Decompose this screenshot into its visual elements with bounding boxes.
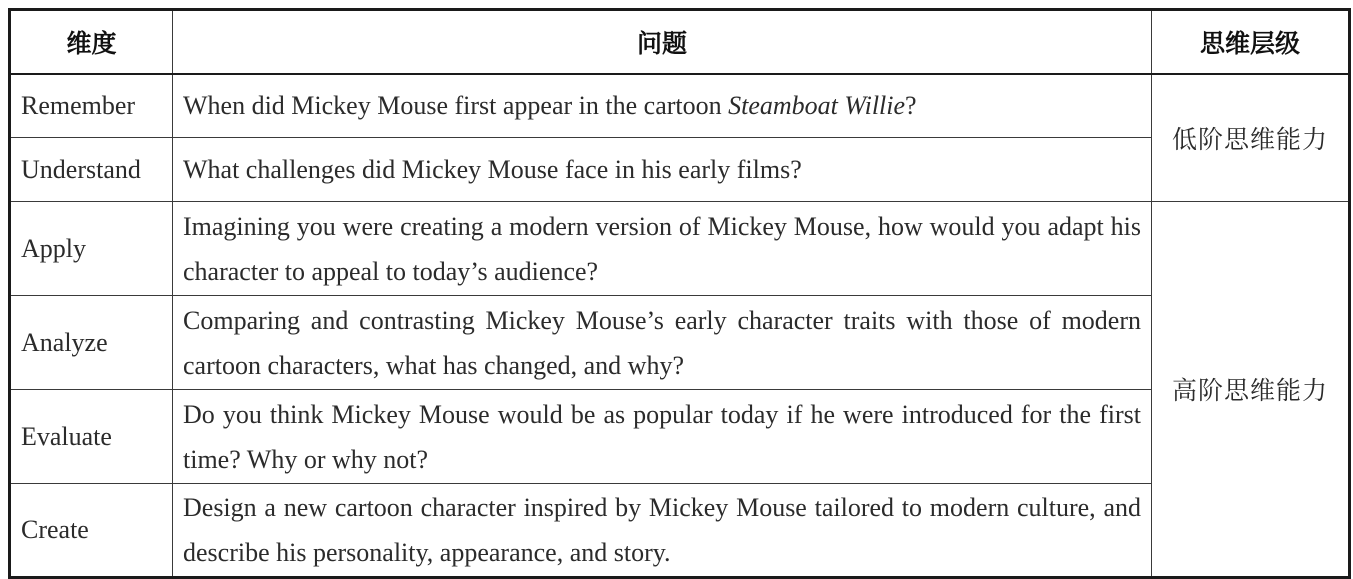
dimension-cell: Analyze <box>10 296 173 390</box>
bloom-taxonomy-table <box>8 8 1351 579</box>
table-row-evaluate <box>10 390 1350 484</box>
dimension-cell: Apply <box>10 202 173 296</box>
question-cell <box>173 74 1152 138</box>
table-row-remember <box>10 74 1350 138</box>
level-cell-high: 高阶思维能力 <box>1152 202 1350 578</box>
question-cell: Comparing and contrasting Mickey Mouse’s early character traits with those of modern cartoon characters, what has changed, and why? <box>173 296 1152 390</box>
dimension-cell: Evaluate <box>10 390 173 484</box>
cartoon-title: Steamboat Willie <box>728 91 906 121</box>
question-cell: Do you think Mickey Mouse would be as popular today if he were introduced for the first time? Why or why not? <box>173 390 1152 484</box>
table-row-create <box>10 484 1350 578</box>
header-level: 思维层级 <box>1152 10 1350 74</box>
dimension-cell: Create <box>10 484 173 578</box>
question-text-end: ? <box>905 91 917 121</box>
question-cell: Design a new cartoon character inspired by Mickey Mouse tailored to modern culture, and describe his personality, appearance, and story. <box>173 484 1152 578</box>
header-dimension: 维度 <box>10 10 173 74</box>
header-row <box>10 10 1350 74</box>
table-row-analyze <box>10 296 1350 390</box>
dimension-cell: Understand <box>10 138 173 202</box>
dimension-cell: Remember <box>10 74 173 138</box>
header-question: 问题 <box>173 10 1152 74</box>
question-text: When did Mickey Mouse first appear in the cartoon <box>183 91 729 121</box>
question-cell: What challenges did Mickey Mouse face in his early films? <box>173 138 1152 202</box>
level-cell-low: 低阶思维能力 <box>1152 74 1350 202</box>
question-cell: Imagining you were creating a modern version of Mickey Mouse, how would you adapt his character to appeal to today’s audience? <box>173 202 1152 296</box>
table-row-understand <box>10 138 1350 202</box>
table-row-apply <box>10 202 1350 296</box>
